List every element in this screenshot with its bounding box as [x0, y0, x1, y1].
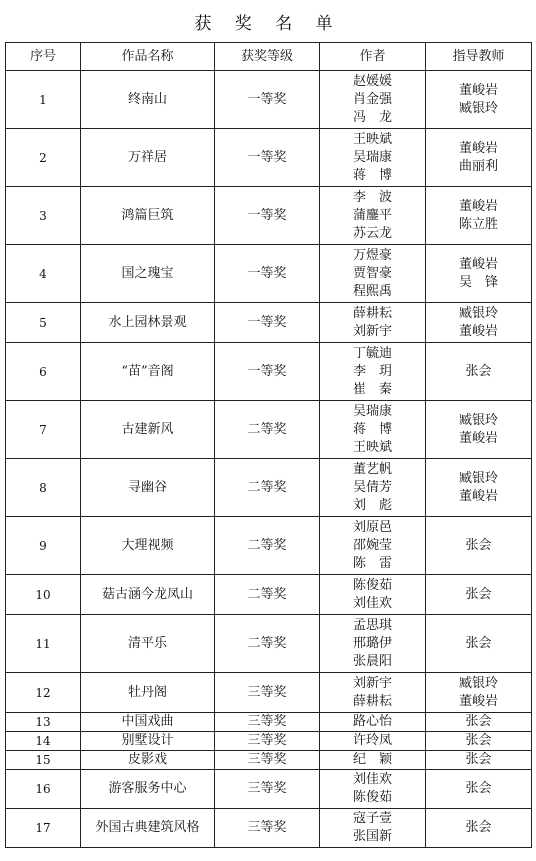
award-table: [5, 42, 532, 848]
row-index: 13: [6, 713, 81, 732]
author-name: 蒲鏖平: [352, 207, 392, 223]
teacher-name: 董峻岩: [458, 323, 498, 339]
table-row: [6, 343, 532, 401]
page-title: 获 奖 名 单: [194, 14, 342, 34]
work-name: 牡丹阁: [81, 673, 215, 713]
teachers-cell: [426, 673, 532, 713]
row-index: 8: [6, 459, 81, 517]
author-name: 孟思琪: [352, 617, 392, 633]
award-level: 二等奖: [215, 615, 320, 673]
teacher-name: 臧银玲: [458, 675, 498, 691]
author-name: 赵媛媛: [352, 73, 392, 89]
table-row: [6, 751, 532, 770]
work-name: 寻幽谷: [81, 459, 215, 517]
work-name: 终南山: [81, 71, 215, 129]
award-level: 二等奖: [215, 517, 320, 575]
author-name: 吴瑞康: [352, 149, 392, 165]
teacher-name: 张会: [465, 752, 492, 767]
work-name: 中国戏曲: [81, 713, 215, 732]
authors-cell: [320, 71, 426, 129]
author-name: 苏云龙: [352, 225, 392, 241]
teacher-name: 曲丽利: [458, 158, 498, 174]
authors-cell: [320, 187, 426, 245]
work-name: 万祥居: [81, 129, 215, 187]
award-level: 二等奖: [215, 459, 320, 517]
teacher-name: 臧银玲: [458, 470, 498, 486]
teacher-name: 董峻岩: [458, 82, 498, 98]
header-level: 获奖等级: [215, 43, 320, 71]
author-name: 陈俊茹: [352, 790, 392, 805]
row-index: 6: [6, 343, 81, 401]
teachers-cell: [426, 401, 532, 459]
author-name: 薛耕耘: [352, 693, 392, 709]
work-name: 国之瑰宝: [81, 245, 215, 303]
table-row: [6, 770, 532, 809]
teacher-name: 董峻岩: [458, 256, 498, 272]
author-name: 冯 龙: [352, 109, 392, 125]
table-row: [6, 732, 532, 751]
author-name: 邢璐伊: [352, 635, 392, 651]
authors-cell: [320, 732, 426, 751]
teachers-cell: [426, 517, 532, 575]
teacher-name: 张会: [465, 714, 492, 729]
author-name: 肖金强: [352, 91, 392, 107]
authors-cell: [320, 575, 426, 615]
teachers-cell: [426, 751, 532, 770]
award-level: 一等奖: [215, 187, 320, 245]
author-name: 崔 秦: [352, 381, 392, 397]
authors-cell: [320, 245, 426, 303]
author-name: 董艺帆: [352, 461, 392, 477]
work-name: 游客服务中心: [81, 770, 215, 809]
teachers-cell: [426, 770, 532, 809]
author-name: 吴倩芳: [352, 479, 392, 495]
work-name: 外国古典建筑风格: [81, 809, 215, 848]
award-level: 三等奖: [215, 673, 320, 713]
row-index: 3: [6, 187, 81, 245]
award-level: 一等奖: [215, 303, 320, 343]
header-authors: 作者: [320, 43, 426, 71]
row-index: 7: [6, 401, 81, 459]
table-header-row: [6, 43, 532, 71]
row-index: 10: [6, 575, 81, 615]
teacher-name: 董峻岩: [458, 198, 498, 214]
row-index: 17: [6, 809, 81, 848]
row-index: 12: [6, 673, 81, 713]
authors-cell: [320, 303, 426, 343]
work-name: 清平乐: [81, 615, 215, 673]
header-teachers: 指导教师: [426, 43, 532, 71]
work-name: 水上园林景观: [81, 303, 215, 343]
author-name: 陈俊茹: [352, 577, 392, 593]
table-row: [6, 713, 532, 732]
row-index: 15: [6, 751, 81, 770]
award-level: 三等奖: [215, 809, 320, 848]
teacher-name: 董峻岩: [458, 430, 498, 446]
work-name: 别墅设计: [81, 732, 215, 751]
teacher-name: 臧银玲: [458, 412, 498, 428]
teachers-cell: [426, 343, 532, 401]
row-index: 16: [6, 770, 81, 809]
award-level: 三等奖: [215, 751, 320, 770]
teacher-name: 张会: [465, 363, 492, 379]
author-name: 刘 彪: [352, 497, 392, 513]
author-name: 程熙禹: [352, 283, 392, 299]
teacher-name: 董峻岩: [458, 488, 498, 504]
authors-cell: [320, 459, 426, 517]
work-name: 古建新风: [81, 401, 215, 459]
author-name: 刘新宇: [352, 675, 392, 691]
author-name: 张晨阳: [352, 653, 392, 669]
table-row: [6, 809, 532, 848]
author-name: 王映斌: [352, 439, 392, 455]
teacher-name: 臧银玲: [458, 100, 498, 116]
table-row: [6, 459, 532, 517]
author-name: 丁毓迪: [352, 345, 392, 361]
header-index: 序号: [6, 43, 81, 71]
teachers-cell: [426, 732, 532, 751]
author-name: 许玲凤: [352, 733, 392, 748]
work-name: 鸿篇巨筑: [81, 187, 215, 245]
header-work: 作品名称: [81, 43, 215, 71]
author-name: 吴瑞康: [352, 403, 392, 419]
award-level: 一等奖: [215, 129, 320, 187]
authors-cell: [320, 713, 426, 732]
award-level: 三等奖: [215, 732, 320, 751]
author-name: 寇子壹: [352, 811, 392, 826]
award-level: 三等奖: [215, 713, 320, 732]
award-level: 一等奖: [215, 71, 320, 129]
teacher-name: 张会: [465, 733, 492, 748]
teachers-cell: [426, 187, 532, 245]
author-name: 万煜豪: [352, 247, 392, 263]
table-body: [6, 71, 532, 848]
teachers-cell: [426, 71, 532, 129]
authors-cell: [320, 517, 426, 575]
author-name: 蒋 博: [352, 421, 392, 437]
author-name: 王映斌: [352, 131, 392, 147]
author-name: 贾智豪: [352, 265, 392, 281]
authors-cell: [320, 129, 426, 187]
author-name: 李 玥: [352, 363, 392, 379]
authors-cell: [320, 615, 426, 673]
author-name: 邵婉莹: [352, 537, 392, 553]
teachers-cell: [426, 713, 532, 732]
teacher-name: 张会: [465, 820, 492, 835]
table-row: [6, 71, 532, 129]
row-index: 14: [6, 732, 81, 751]
table-row: [6, 187, 532, 245]
author-name: 路心怡: [352, 714, 392, 729]
teacher-name: 臧银玲: [458, 305, 498, 321]
table-row: [6, 517, 532, 575]
teacher-name: 董峻岩: [458, 693, 498, 709]
table-row: [6, 575, 532, 615]
award-level: 一等奖: [215, 245, 320, 303]
teachers-cell: [426, 615, 532, 673]
authors-cell: [320, 673, 426, 713]
award-level: 三等奖: [215, 770, 320, 809]
teachers-cell: [426, 575, 532, 615]
award-level: 二等奖: [215, 401, 320, 459]
table-row: [6, 615, 532, 673]
author-name: 纪 颖: [352, 752, 392, 767]
teachers-cell: [426, 809, 532, 848]
table-row: [6, 245, 532, 303]
author-name: 刘新宇: [352, 323, 392, 339]
teacher-name: 张会: [465, 537, 492, 553]
authors-cell: [320, 751, 426, 770]
teacher-name: 吴 锋: [458, 274, 498, 290]
authors-cell: [320, 343, 426, 401]
teacher-name: 张会: [465, 635, 492, 651]
table-row: [6, 673, 532, 713]
authors-cell: [320, 770, 426, 809]
authors-cell: [320, 401, 426, 459]
row-index: 1: [6, 71, 81, 129]
teachers-cell: [426, 129, 532, 187]
authors-cell: [320, 809, 426, 848]
table-row: [6, 303, 532, 343]
table-row: [6, 401, 532, 459]
row-index: 4: [6, 245, 81, 303]
teacher-name: 陈立胜: [458, 216, 498, 232]
author-name: 薛耕耘: [352, 305, 392, 321]
author-name: 李 波: [352, 189, 392, 205]
work-name: 皮影戏: [81, 751, 215, 770]
row-index: 5: [6, 303, 81, 343]
row-index: 9: [6, 517, 81, 575]
author-name: 刘佳欢: [352, 595, 392, 611]
teacher-name: 张会: [465, 586, 492, 602]
table-row: [6, 129, 532, 187]
teacher-name: 张会: [465, 781, 492, 796]
work-name: “苗”音阁: [81, 343, 215, 401]
teachers-cell: [426, 459, 532, 517]
author-name: 陈 雷: [352, 555, 392, 571]
award-level: 一等奖: [215, 343, 320, 401]
teacher-name: 董峻岩: [458, 140, 498, 156]
teachers-cell: [426, 245, 532, 303]
work-name: 大理视频: [81, 517, 215, 575]
author-name: 蒋 博: [352, 167, 392, 183]
work-name: 菇古涵今龙凤山: [81, 575, 215, 615]
author-name: 张国新: [352, 829, 392, 844]
author-name: 刘原邑: [352, 519, 392, 535]
row-index: 2: [6, 129, 81, 187]
award-level: 二等奖: [215, 575, 320, 615]
row-index: 11: [6, 615, 81, 673]
author-name: 刘佳欢: [352, 772, 392, 787]
teachers-cell: [426, 303, 532, 343]
